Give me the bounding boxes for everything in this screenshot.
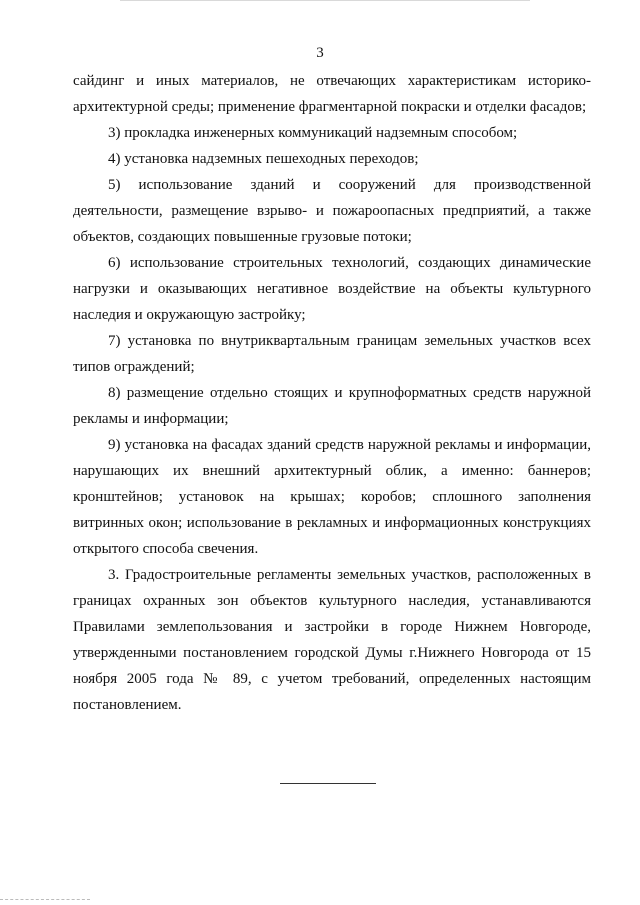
scan-edge-line-top: [120, 0, 530, 1]
closing-separator-line: [280, 783, 376, 784]
paragraph-item-6: 6) использование строительных технологий, создающих динамические нагрузки и оказывающих негативное воздействие на объекты культурного наследия и окружающую застройку;: [73, 255, 591, 323]
paragraph-item-3: 3) прокладка инженерных коммуникаций надземным способом;: [108, 125, 518, 141]
paragraph-item-7: 7) установка по внутриквартальным границам земельных участков всех типов ограждений;: [73, 333, 591, 375]
scan-edge-line-bottom: [0, 899, 90, 900]
paragraph-item-5: 5) использование зданий и сооружений для производственной деятельности, размещение взрыво- и пожароопасных предприятий, а также объектов, создающих повышенные грузовые потоки;: [73, 177, 591, 245]
document-body: [73, 68, 591, 718]
paragraph-continuation: сайдинг и иных материалов, не отвечающих характеристикам историко-архитектурной среды; применение фрагментарной покраски и отделки фасадов;: [73, 73, 591, 115]
paragraph-item-4: 4) установка надземных пешеходных переходов;: [108, 151, 419, 167]
paragraph-section-3: 3. Градостроительные регламенты земельных участков, расположенных в границах охранных зон объектов культурного наследия, устанавливаются Правилами землепользования и застройки в городе Нижнем Новгороде, утвержденными постановлением городской Думы г.Нижнего Новгорода от 15 ноября 2005 года № 89, с учетом требований, определенных настоящим постановлением.: [73, 567, 591, 713]
page-number: 3: [316, 45, 324, 61]
paragraph-item-9: 9) установка на фасадах зданий средств наружной рекламы и информации, нарушающих их внешний архитектурный облик, а именно: баннеров; кронштейнов; установок на крышах; коробов; сплошного заполнения витринных окон; использование в рекламных и информационных конструкциях открытого способа свечения.: [73, 437, 591, 557]
paragraph-item-8: 8) размещение отдельно стоящих и крупноформатных средств наружной рекламы и информации;: [73, 385, 591, 427]
